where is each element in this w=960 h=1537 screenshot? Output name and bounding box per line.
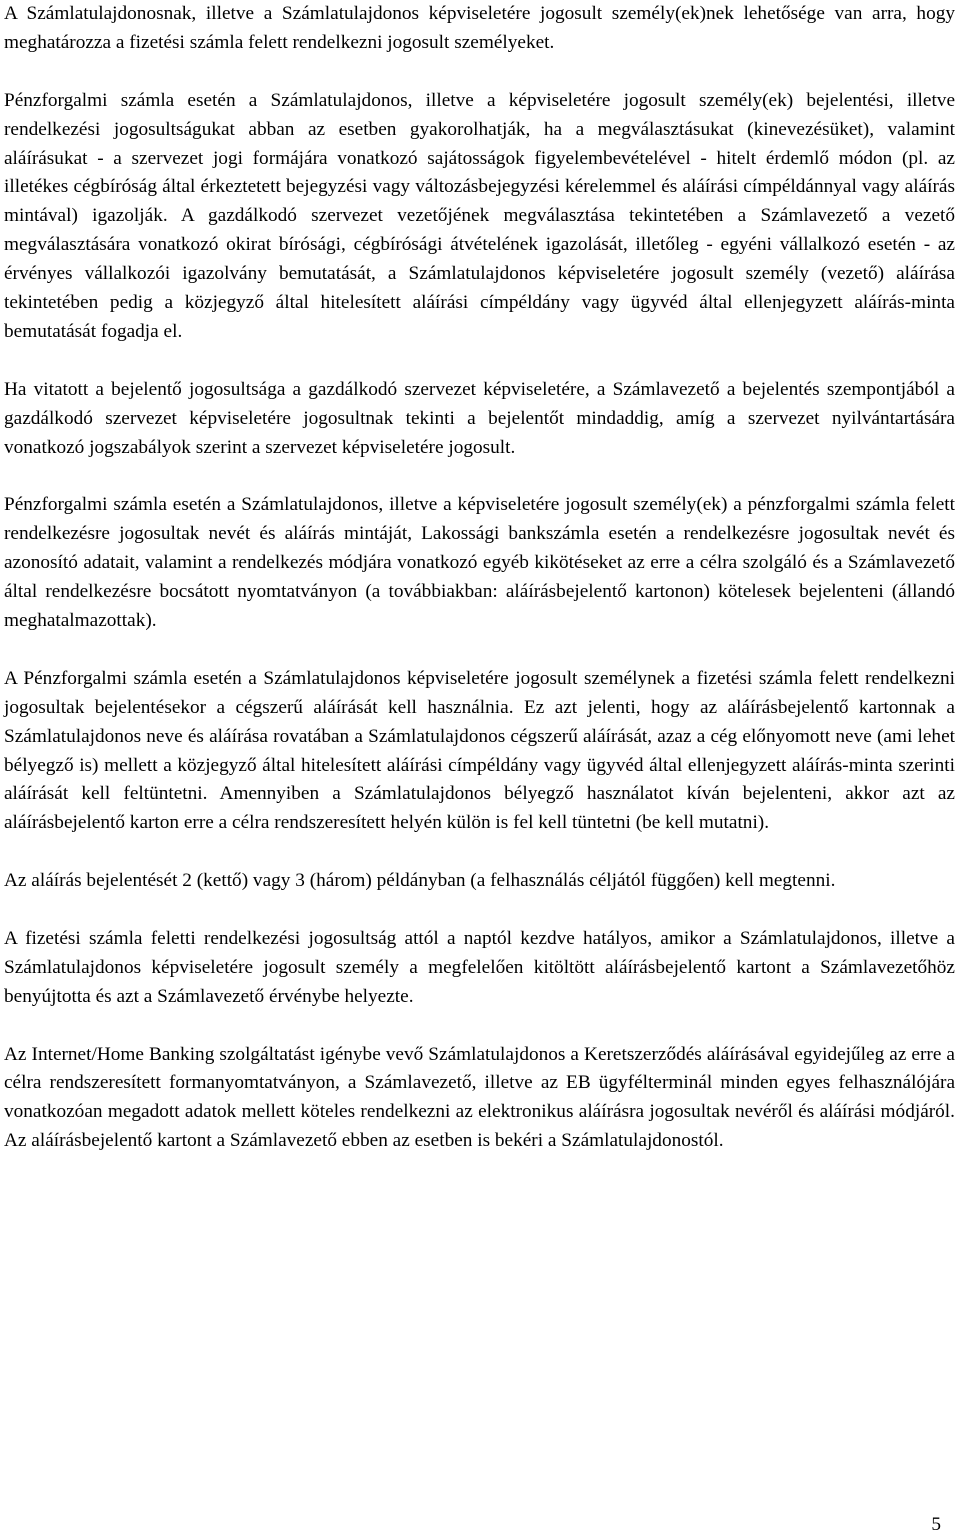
paragraph-internet-banking: Az Internet/Home Banking szolgáltatást igénybe vevő Számlatulajdonos a Keretszerződés aláírásával egyidejűleg az erre a célra rendszeresített formanyomtatványon, a Számlavezető, illetve az EB ügyfélterminál minden egyes felhasználójára vonatkozóan megadott adatok mellett köteles rendelkezni az elektronikus aláírásra jogosultak nevéről és aláírási módjáról. Az aláírásbejelentő kartont a Számlavezető ebben az esetben is bekéri a Számlatulajdonostól.	[4, 1043, 955, 1152]
page-number: 5	[931, 1514, 941, 1535]
paragraph-company-signature: A Pénzforgalmi számla esetén a Számlatulajdonos képviseletére jogosult személynek a fizetési számla felett rendelkezni jogosultak bejelentésekor a cégszerű aláírását kell használnia. Ez azt jelenti, hogy az aláírásbejelentő kartonnak a Számlatulajdonos neve és aláírása rovatában a Számlatulajdonos cégszerű aláírását, azaz a cég előnyomott neve (ami lehet bélyegző is) mellett a közjegyző által hitelesített aláírási címpéldány vagy ügyvéd által ellenjegyzett aláírás-minta szerinti aláírását kell feltüntetni. Amennyiben a Számlatulajdonos bélyegző használatot kíván bejelenteni, akkor azt az aláírásbejelentő karton erre a célra rendszeresített helyén külön is fel kell tüntetni (be kell mutatni).	[4, 667, 955, 834]
document-page	[4, 0, 955, 1185]
paragraph-signature-card: Pénzforgalmi számla esetén a Számlatulajdonos, illetve a képviseletére jogosult személy(ek) a pénzforgalmi számla felett rendelkezésre jogosultak nevét és aláírás mintáját, Lakossági bankszámla esetén a rendelkezésre jogosultak nevét és azonosító adatait, valamint a rendelkezés módjára vonatkozó egyéb kikötéseket az erre a célra szolgáló és a Számlavezető által rendelkezésre bocsátott nyomtatványon (a továbbiakban: aláírásbejelentő kartonon) kötelesek bejelenteni (állandó meghatalmazottak).	[4, 494, 955, 631]
paragraph-representation-rights: Pénzforgalmi számla esetén a Számlatulajdonos, illetve a képviseletére jogosult személy(ek) bejelentési, illetve rendelkezési jogosultságukat abban az esetben gyakorolhatják, ha a megválasztásukat (kinevezésüket), valamint aláírásukat - a szervezet jogi formájára vonatkozó sajátosságok figyelembevételével - hitelt érdemlő módon (pl. az illetékes cégbíróság által érkeztetett bejegyzési vagy változásbejegyzési kérelemmel és aláírási címpéldánnyal vagy aláírás mintával) igazolják. A gazdálkodó szervezet vezetőjének megválasztása tekintetében a Számlavezető a vezető megválasztására vonatkozó okirat bírósági, cégbírósági átvételének igazolását, illetőleg - egyéni vállalkozó esetén - az érvényes vállalkozói igazolvány bemutatását, a Számlatulajdonos képviseletére jogosult személy (vezető) aláírása tekintetében pedig a közjegyző által hitelesített aláírási címpéldány vagy ügyvéd által ellenjegyzett aláírás-minta bemutatását fogadja el.	[4, 89, 955, 342]
paragraph-disputed-authority: Ha vitatott a bejelentő jogosultsága a gazdálkodó szervezet képviseletére, a Számlavezető a bejelentés szempontjából a gazdálkodó szervezet képviseletére jogosultnak tekinti a bejelentőt mindaddig, amíg a szervezet nyilvántartására vonatkozó jogszabályok szerint a szervezet képviseletére jogosult.	[4, 378, 955, 458]
paragraph-effective-date: A fizetési számla feletti rendelkezési jogosultság attól a naptól kezdve hatályos, amikor a Számlatulajdonos, illetve a Számlatulajdonos képviseletére jogosult személy a megfelelően kitöltött aláírásbejelentő kartont a Számlavezetőhöz benyújtotta és azt a Számlavezető érvénybe helyezte.	[4, 927, 955, 1007]
paragraph-copies: Az aláírás bejelentését 2 (kettő) vagy 3 (három) példányban (a felhasználás céljától függően) kell megtenni.	[4, 870, 836, 892]
paragraph-signatories-intro: A Számlatulajdonosnak, illetve a Számlatulajdonos képviseletére jogosult személy(ek)nek lehetősége van arra, hogy meghatározza a fizetési számla felett rendelkezni jogosult személyeket.	[4, 3, 955, 53]
